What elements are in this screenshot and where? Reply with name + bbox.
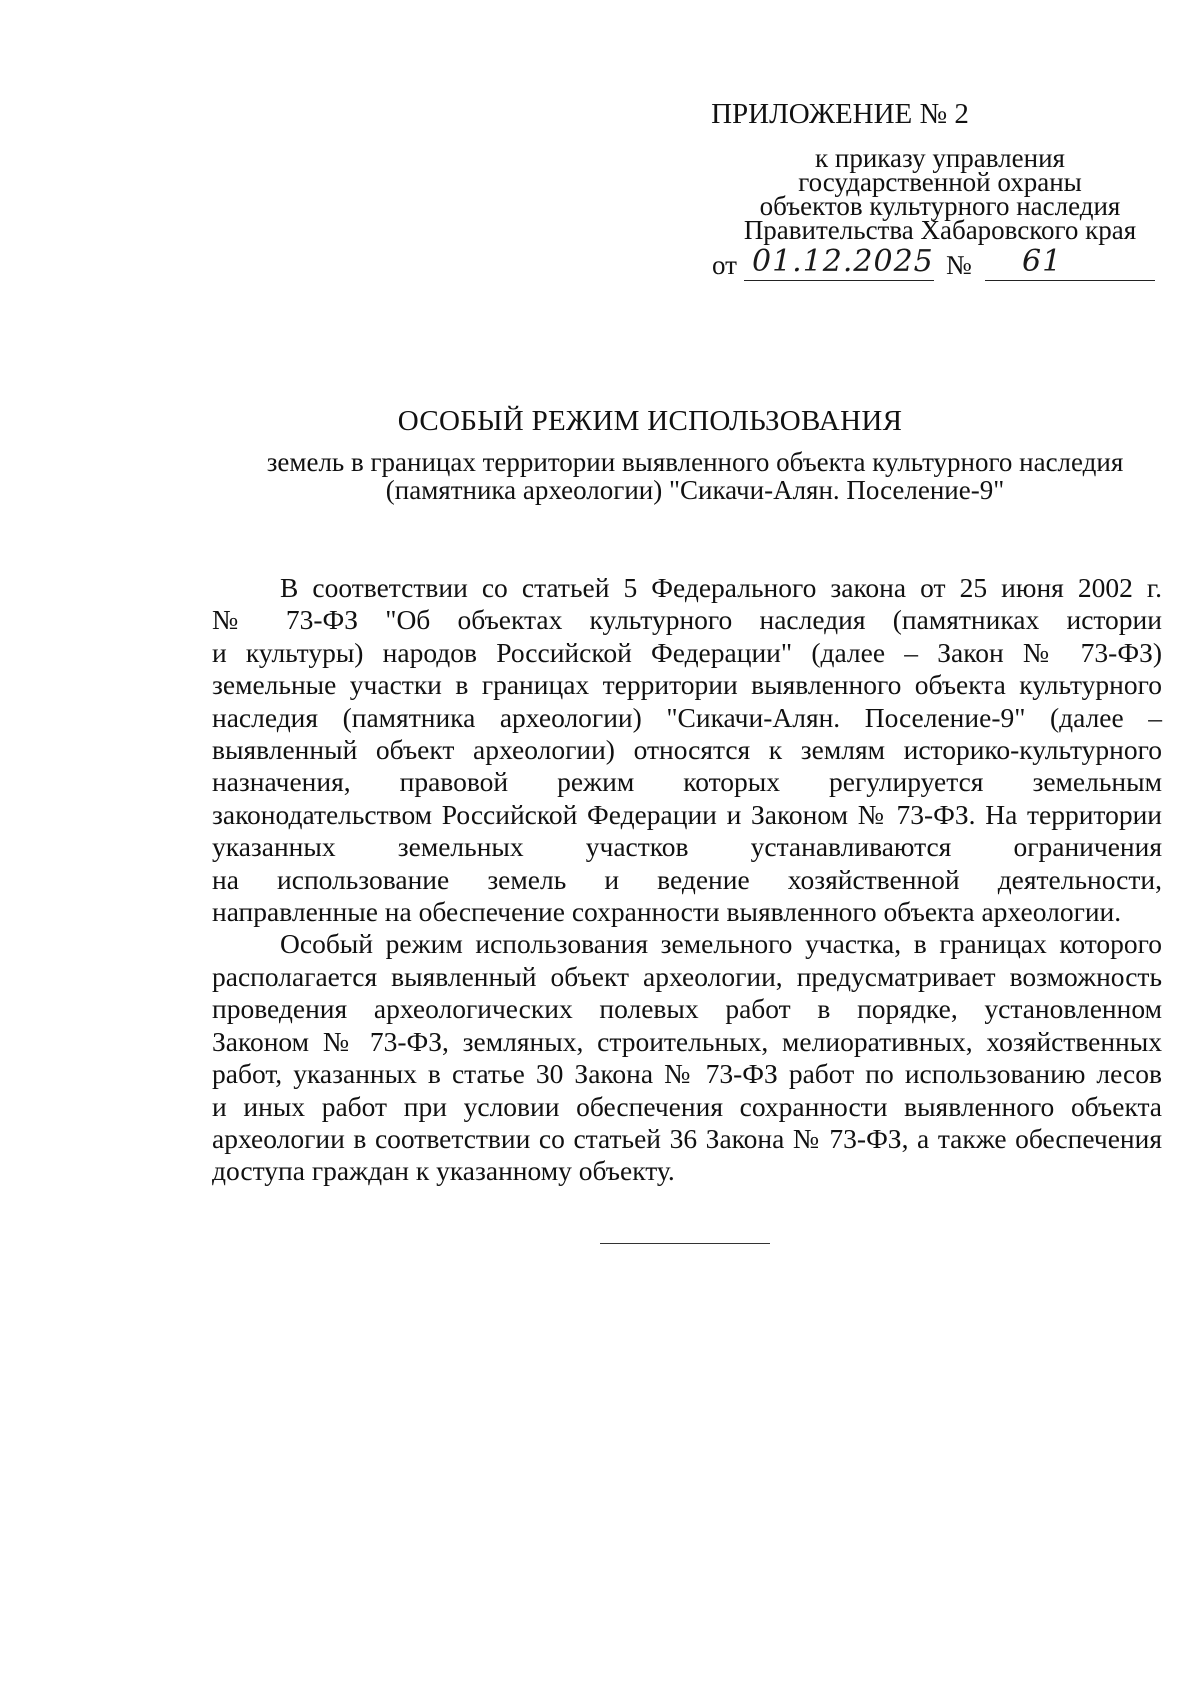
- appendix-line: государственной охраны: [798, 167, 1082, 197]
- text-line: наследия (памятника археологии) "Сикачи-Алян. Поселение-9" (далее –: [212, 701, 1162, 733]
- handwritten-date: 01.12.2025: [752, 244, 934, 279]
- document-body: [212, 572, 1162, 1188]
- closing-rule: [600, 1243, 770, 1244]
- text-line: указанных земельных участков устанавливаются ограничения: [212, 831, 1162, 863]
- appendix-line: к приказу управления: [815, 143, 1065, 173]
- text-line: археологии в соответствии со статьей 36 Закона № 73-ФЗ, а также обеспечения: [212, 1122, 1162, 1154]
- text-line: Особый режим использования земельного участка, в границах которого: [280, 928, 1162, 960]
- text-line: направленные на обеспечение сохранности выявленного объекта археологии.: [212, 896, 1122, 928]
- date-underline: [744, 280, 934, 281]
- text-line: на использование земель и ведение хозяйственной деятельности,: [212, 863, 1162, 895]
- subtitle-line: земель в границах территории выявленного объекта культурного наследия: [266, 447, 1124, 477]
- text-line: проведения археологических полевых работ в порядке, установленном: [212, 993, 1162, 1025]
- subtitle-line: (памятника археологии) "Сикачи-Алян. Поселение-9": [385, 475, 1005, 505]
- handwritten-number: 61: [1022, 244, 1063, 279]
- paragraph-1: [212, 572, 1162, 928]
- text-line: назначения, правовой режим которых регулируется земельным: [212, 766, 1162, 798]
- text-line: законодательством Российской Федерации и Законом № 73-ФЗ. На территории: [212, 798, 1162, 830]
- date-prefix: от: [712, 250, 737, 280]
- text-line: и иных работ при условии обеспечения сохранности выявленного объекта: [212, 1090, 1162, 1122]
- text-line: работ, указанных в статье 30 Закона № 73-ФЗ работ по использованию лесов: [212, 1058, 1162, 1090]
- appendix-line: Правительства Хабаровского края: [743, 215, 1137, 245]
- text-line: В соответствии со статьей 5 Федерального закона от 25 июня 2002 г.: [280, 572, 1162, 603]
- text-line: № 73-ФЗ "Об объектах культурного наследия (памятниках истории: [212, 604, 1162, 636]
- document-title: ОСОБЫЙ РЕЖИМ ИСПОЛЬЗОВАНИЯ: [397, 405, 903, 437]
- text-line: располагается выявленный объект археологии, предусматривает возможность: [212, 960, 1162, 992]
- number-underline: [985, 280, 1155, 281]
- paragraph-2: [212, 928, 1162, 1187]
- text-line: и культуры) народов Российской Федерации" (далее – Закон № 73-ФЗ): [212, 636, 1162, 668]
- order-date-number-line: [700, 246, 1170, 286]
- document-subtitle: [195, 448, 1195, 504]
- text-line: доступа граждан к указанному объекту.: [212, 1155, 675, 1187]
- text-line: выявленный объект археологии) относятся к землям историко-культурного: [212, 734, 1162, 766]
- text-line: земельные участки в границах территории выявленного объекта культурного: [212, 669, 1162, 701]
- appendix-line: объектов культурного наследия: [759, 191, 1121, 221]
- text-line: Законом № 73-ФЗ, земляных, строительных, мелиоративных, хозяйственных: [212, 1025, 1162, 1057]
- appendix-title: ПРИЛОЖЕНИЕ № 2: [711, 98, 969, 130]
- number-prefix: №: [946, 250, 972, 280]
